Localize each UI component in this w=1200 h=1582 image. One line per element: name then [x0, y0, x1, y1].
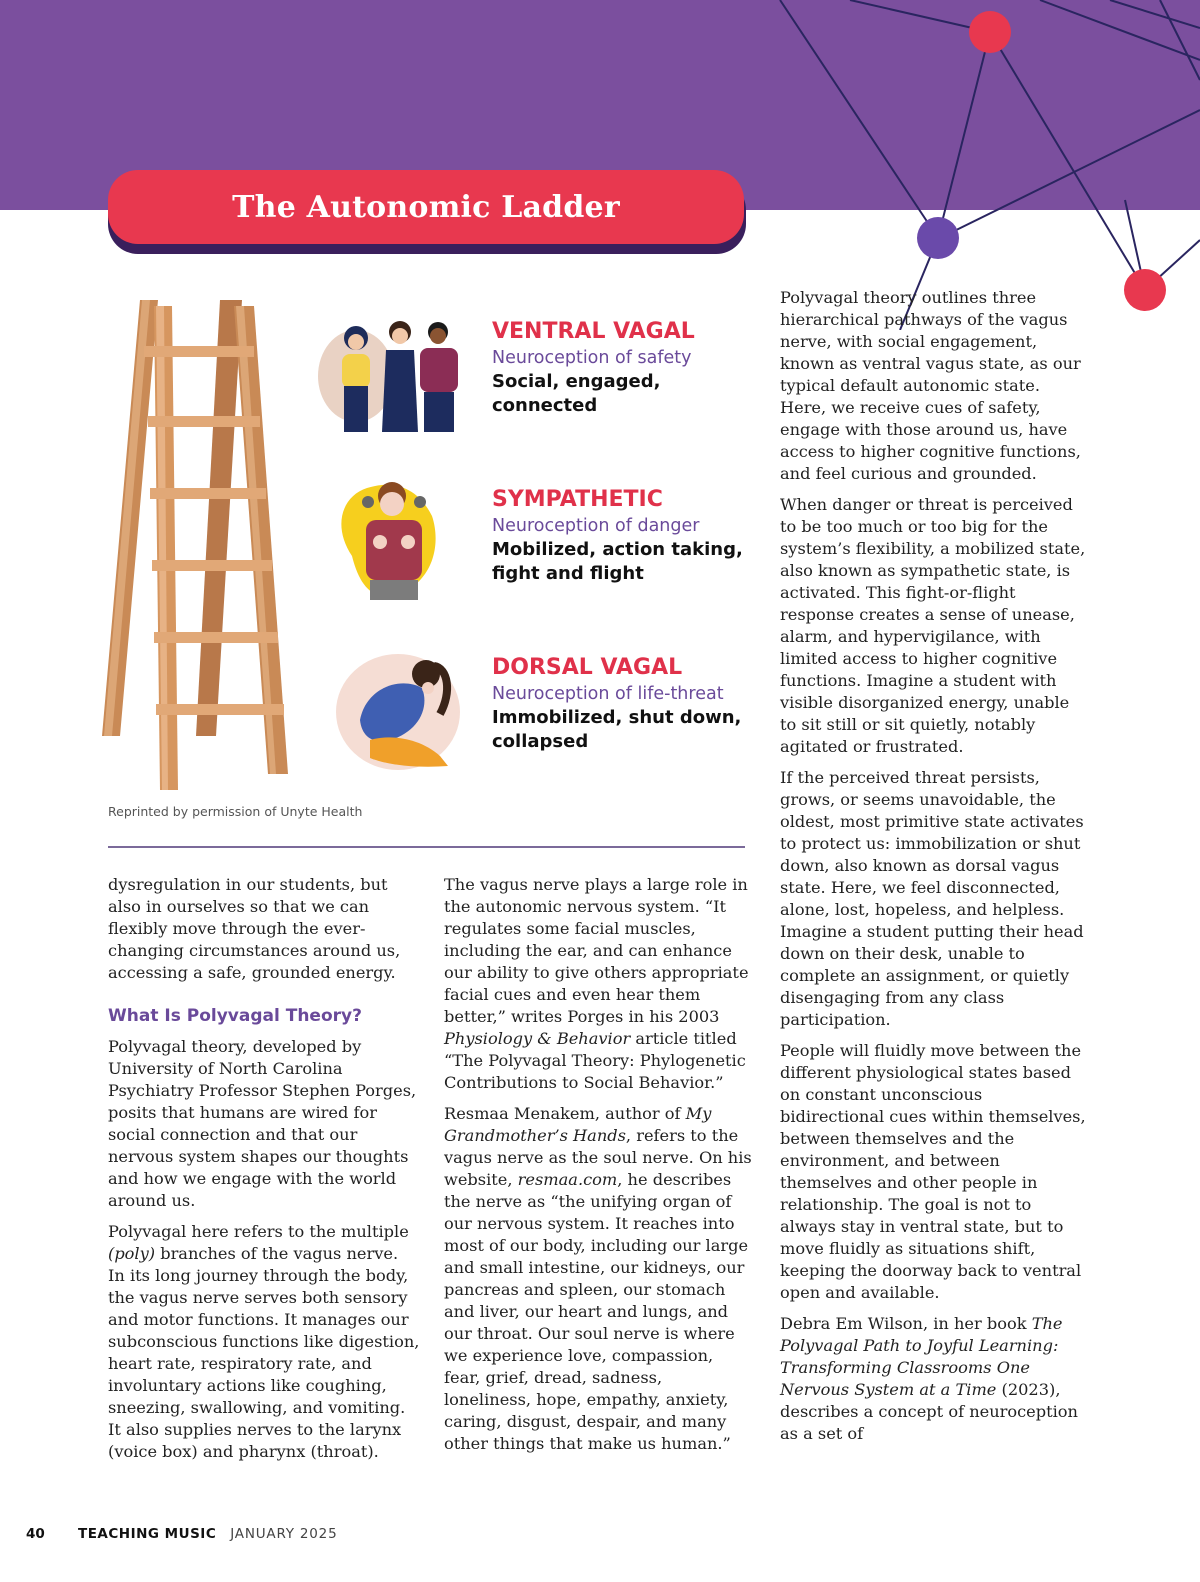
- article-column-1: [108, 874, 420, 1472]
- paragraph: The vagus nerve plays a large role in the autonomic nervous system. “It regulates some facial muscles, including the ear, and can enhance our ability to give others appropriate facial cues and even hear them better,” writes Porges in his 2003 Physiology & Behavior article titled “The Polyvagal Theory: Phylogenetic Contributions to Social Behavior.”: [444, 875, 749, 1092]
- state-description-line2: connected: [492, 395, 598, 416]
- state-description-line1: Social, engaged,: [492, 371, 661, 392]
- dorsal-person-illustration: [330, 648, 480, 778]
- paragraph: dysregulation in our students, but also in ourselves so that we can flexibly move through the ever-changing circumstances around us, accessing a safe, grounded energy.: [108, 875, 401, 982]
- state-ventral-vagal: [492, 318, 752, 418]
- paragraph: Polyvagal theory outlines three hierarchical pathways of the vagus nerve, with social engagement, known as ventral vagus state, as our typical default autonomic state. Here, we receive cues of safety, engage with those around us, have access to higher cognitive functions, and feel curious and grounded.: [780, 288, 1081, 483]
- paragraph: People will fluidly move between the different physiological states based on constant unconscious bidirectional cues within themselves, between themselves and the environment, and between themselves and other people in relationship. The goal is not to always stay in ventral state, but to move fluidly as situations shift, keeping the doorway back to ventral open and available.: [780, 1041, 1086, 1302]
- paragraph: Polyvagal here refers to the multiple (poly) branches of the vagus nerve. In its long journey through the body, the vagus nerve serves both sensory and motor functions. It manages our subconscious functions like digestion, heart rate, respiratory rate, and involuntary actions like coughing, sneezing, swallowing, and vomiting. It also supplies nerves to the larynx (voice box) and pharynx (throat).: [108, 1222, 420, 1461]
- sympathetic-person-illustration: [322, 476, 472, 606]
- page-title: The Autonomic Ladder: [232, 189, 620, 225]
- article-column-2: [444, 874, 754, 1464]
- magazine-name: TEACHING MUSIC: [78, 1526, 217, 1542]
- ventral-people-illustration: [312, 316, 462, 446]
- page-footer: [26, 1526, 337, 1542]
- state-neuroception: Neuroception of life-threat: [492, 684, 724, 704]
- state-sympathetic: [492, 486, 752, 586]
- paragraph: When danger or threat is perceived to be too much or too big for the system’s flexibility, a mobilized state, also known as sympathetic state, is activated. This fight-or-flight response creates a sense of unease, alarm, and hypervigilance, with limited access to higher cognitive functions. Imagine a student with visible disorganized energy, unable to sit still or sit quietly, notably agitated or frustrated.: [780, 495, 1086, 756]
- state-name: VENTRAL VAGAL: [492, 319, 695, 344]
- divider: [108, 846, 745, 848]
- state-description-line1: Immobilized, shut down,: [492, 707, 742, 728]
- state-name: SYMPATHETIC: [492, 487, 663, 512]
- title-pill: [108, 170, 744, 244]
- network-node-red-bottom: [1124, 269, 1166, 311]
- state-description-line2: fight and flight: [492, 563, 644, 584]
- state-neuroception: Neuroception of danger: [492, 516, 700, 536]
- section-heading: What Is Polyvagal Theory?: [108, 1006, 362, 1026]
- ladder-illustration: [96, 296, 296, 796]
- paragraph: Polyvagal theory, developed by University of North Carolina Psychiatry Professor Stephen Porges, posits that humans are wired for social connection and that our nervous system shapes our thoughts and how we engage with the world around us.: [108, 1037, 417, 1210]
- state-name: DORSAL VAGAL: [492, 655, 683, 680]
- image-credit: Reprinted by permission of Unyte Health: [108, 804, 363, 819]
- network-node-purple: [917, 217, 959, 259]
- state-dorsal-vagal: [492, 654, 752, 754]
- state-description-line2: collapsed: [492, 731, 589, 752]
- paragraph: If the perceived threat persists, grows, or seems unavoidable, the oldest, most primitive state activates to protect us: immobilization or shut down, also known as dorsal vagus state. Here, we feel disconnected, alone, lost, hopeless, and helpless. Imagine a student putting their head down on their desk, unable to complete an assignment, or quietly disengaging from any class participation.: [780, 768, 1084, 1029]
- issue-date: JANUARY 2025: [230, 1526, 338, 1542]
- article-column-3: [780, 287, 1090, 1454]
- paragraph: Debra Em Wilson, in her book The Polyvagal Path to Joyful Learning: Transforming Classrooms One Nervous System at a Time (2023), describes a concept of neuroception as a set of: [780, 1314, 1078, 1443]
- state-description-line1: Mobilized, action taking,: [492, 539, 743, 560]
- state-neuroception: Neuroception of safety: [492, 348, 692, 368]
- page-number: 40: [26, 1526, 45, 1542]
- paragraph: Resmaa Menakem, author of My Grandmother’s Hands, refers to the vagus nerve as the soul nerve. On his website, resmaa.com, he describes the nerve as “the unifying organ of our nervous system. It reaches into most of our body, including our large and small intestine, our kidneys, our pancreas and spleen, our stomach and liver, our heart and lungs, and our throat. Our soul nerve is where we experience love, compassion, fear, grief, dread, sadness, loneliness, hope, empathy, anxiety, caring, disgust, despair, and many other things that make us human.”: [444, 1104, 752, 1453]
